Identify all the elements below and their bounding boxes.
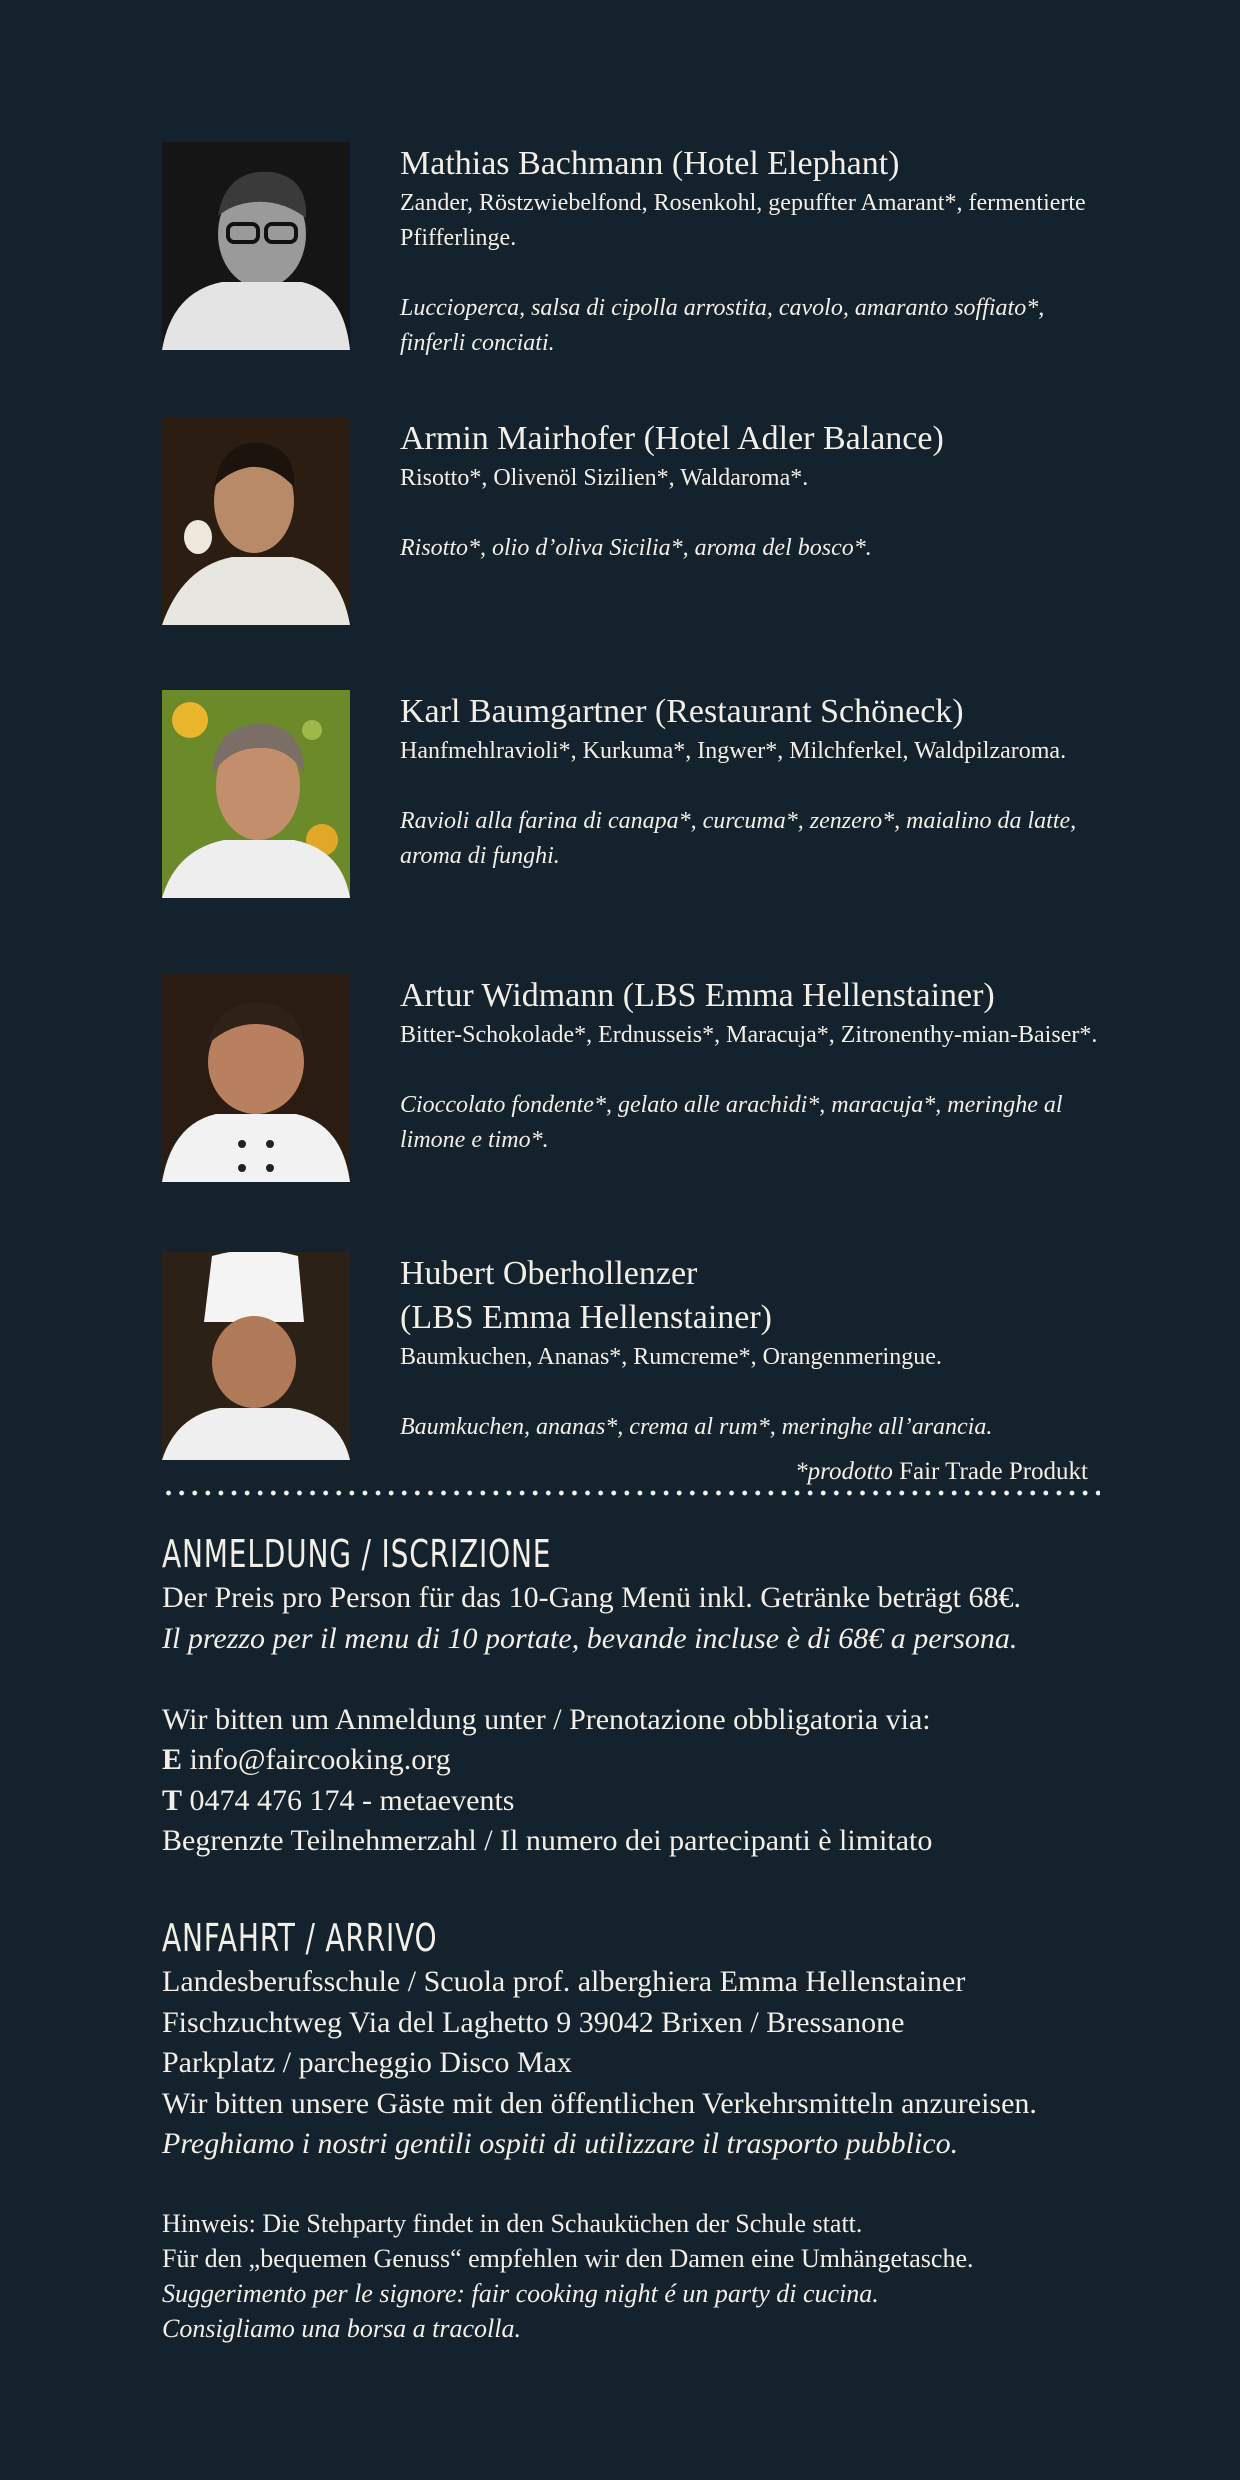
chef-text — [400, 142, 1098, 361]
limited-note: Begrenzte Teilnehmerzahl / Il numero dei partecipanti è limitato — [162, 1824, 933, 1857]
dish-description-it: Baumkuchen, ananas*, crema al rum*, meringhe all’arancia. — [400, 1414, 993, 1440]
school-name: Landesberufsschule / Scuola prof. alberghiera Emma Hellenstainer — [162, 1965, 966, 1998]
price-it: Il prezzo per il menu di 10 portate, bevande incluse è di 68€ a persona. — [162, 1621, 1018, 1655]
arrival-body — [162, 1962, 1122, 2165]
fair-trade-note — [795, 1454, 1088, 1490]
notice-line: Für den „bequemen Genuss“ empfehlen wir den Damen eine Umhängetasche. — [162, 2244, 974, 2273]
dish-description-de: Baumkuchen, Ananas*, Rumcreme*, Orangenmeringue. — [400, 1344, 942, 1370]
email-label: E — [162, 1743, 183, 1776]
price-de: Der Preis pro Person für das 10-Gang Menü inkl. Getränke beträgt 68€. — [162, 1581, 1021, 1614]
chef-name-line: (LBS Emma Hellenstainer) — [400, 1299, 773, 1336]
dish-description-it: Risotto*, olio d’oliva Sicilia*, aroma del bosco*. — [400, 535, 872, 561]
chef-text — [400, 974, 1098, 1158]
notice-line: Consigliamo una borsa a tracolla. — [162, 2314, 521, 2343]
chef-photo — [162, 974, 350, 1182]
registration-request: Wir bitten um Anmeldung unter / Prenotazione obbligatoria via: — [162, 1702, 931, 1736]
chef-name-line: Hubert Oberhollenzer — [400, 1255, 698, 1292]
chef-photo — [162, 690, 350, 898]
notice — [162, 2206, 1122, 2346]
phone-line — [162, 1781, 1122, 1822]
notice-line: Suggerimento per le signore: fair cooking night é un party di cucina. — [162, 2279, 879, 2308]
transport-it: Preghiamo i nostri gentili ospiti di utilizzare il trasporto pubblico. — [162, 2127, 959, 2160]
dish-description-it: Cioccolato fondente*, gelato alle arachidi*, maracuja*, meringhe al limone e timo*. — [400, 1092, 1063, 1153]
notice-line: Hinweis: Die Stehparty findet in den Schauküchen der Schule statt. — [162, 2209, 863, 2238]
dish-description-de: Zander, Röstzwiebelfond, Rosenkohl, gepuffter Amarant*, fermentierte Pfifferlinge. — [400, 190, 1086, 251]
transport-de: Wir bitten unsere Gäste mit den öffentlichen Verkehrsmitteln anzureisen. — [162, 2086, 1037, 2120]
chef-photo — [162, 142, 350, 350]
spacer — [162, 1659, 1122, 1700]
dish-description-de: Hanfmehlravioli*, Kurkuma*, Ingwer*, Milchferkel, Waldpilzaroma. — [400, 738, 1067, 764]
fair-trade-note-de: Fair Trade Produkt — [899, 1458, 1088, 1485]
chef-name: Mathias Bachmann (Hotel Elephant) — [400, 145, 900, 182]
dish-description-de: Bitter-Schokolade*, Erdnusseis*, Maracuja*, Zitronenthy-mian-Baiser*. — [400, 1022, 1098, 1048]
dotted-divider — [162, 1490, 1100, 1496]
phone-number: 0474 476 174 - metaevents — [189, 1783, 515, 1817]
dish-description-de: Risotto*, Olivenöl Sizilien*, Waldaroma*. — [400, 465, 809, 491]
fair-trade-note-it: *prodotto — [795, 1458, 893, 1485]
chef-text — [400, 417, 1098, 566]
dish-description-it: Luccioperca, salsa di cipolla arrostita, cavolo, amaranto soffiato*, finferli conciati. — [400, 295, 1045, 356]
email-link[interactable]: info@faircooking.org — [189, 1743, 451, 1776]
dish-description-it: Ravioli alla farina di canapa*, curcuma*, zenzero*, maialino da latte, aroma di funghi. — [400, 808, 1077, 869]
chef-text — [400, 690, 1098, 874]
chef-name: Karl Baumgartner (Restaurant Schöneck) — [400, 693, 964, 730]
phone-label: T — [162, 1783, 183, 1817]
chef-name: Armin Mairhofer (Hotel Adler Balance) — [400, 420, 944, 457]
registration-heading: ANMELDUNG / ISCRIZIONE — [162, 1532, 552, 1576]
address: Fischzuchtweg Via del Laghetto 9 39042 Brixen / Bressanone — [162, 2005, 905, 2039]
registration-body — [162, 1578, 1122, 1862]
chef-text — [400, 1252, 1098, 1445]
chef-photo — [162, 417, 350, 625]
email-line — [162, 1740, 1122, 1781]
parking: Parkplatz / parcheggio Disco Max — [162, 2046, 572, 2079]
chef-photo — [162, 1252, 350, 1460]
chef-name: Artur Widmann (LBS Emma Hellenstainer) — [400, 977, 995, 1014]
chef-name — [400, 1252, 1098, 1340]
arrival-heading: ANFAHRT / ARRIVO — [162, 1916, 438, 1960]
